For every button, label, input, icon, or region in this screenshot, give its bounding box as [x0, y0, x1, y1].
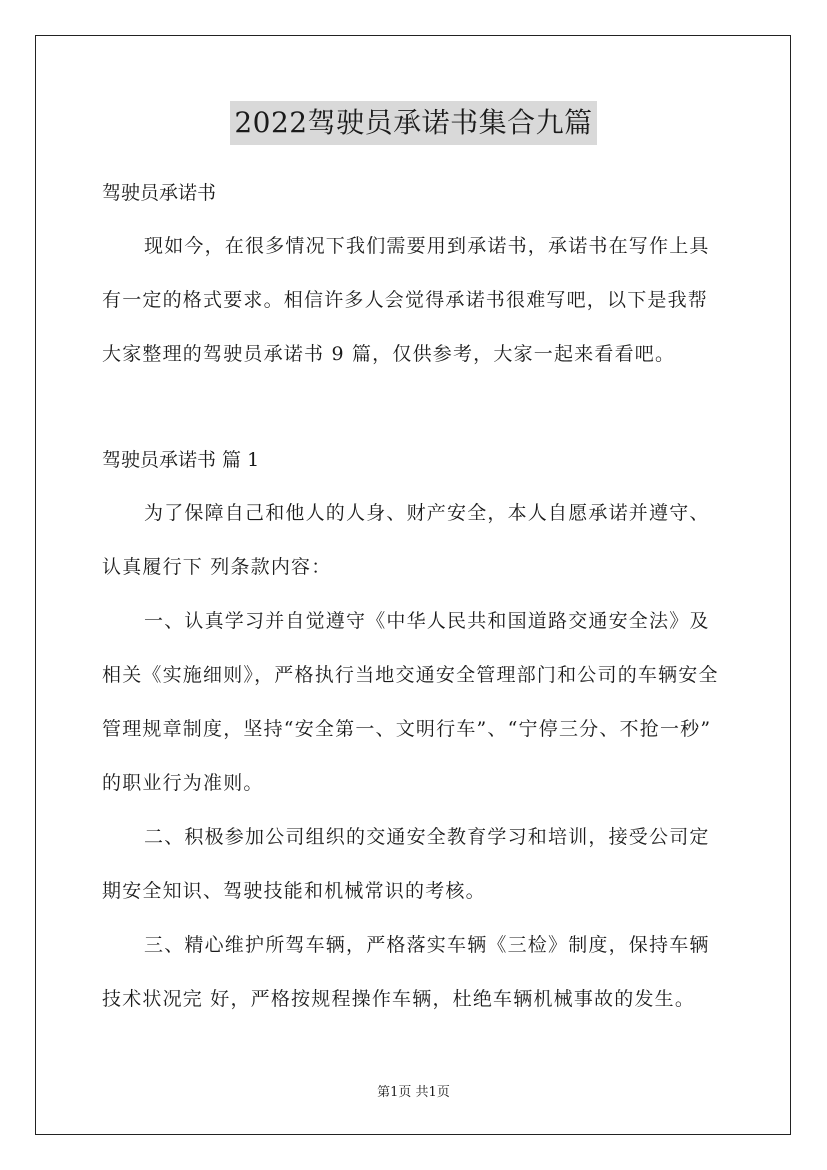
paragraph-line: 现如今，在很多情况下我们需要用到承诺书，承诺书在写作上具	[144, 235, 710, 257]
paragraph-line: 二、积极参加公司组织的交通安全教育学习和培训，接受公司定	[144, 826, 710, 848]
page-footer: 第1页 共1页	[377, 1085, 450, 1100]
paragraph-line: 有一定的格式要求。相信许多人会觉得承诺书很难写吧，以下是我帮	[102, 289, 709, 311]
intro-paragraph	[102, 228, 727, 372]
paragraph-line: 大家整理的驾驶员承诺书 9 篇，仅供参考，大家一起来看看吧。	[102, 343, 676, 365]
section-heading: 驾驶员承诺书 篇 1	[102, 449, 260, 471]
subtitle: 驾驶员承诺书	[102, 182, 217, 204]
paragraph-2	[102, 603, 727, 801]
paragraph-1	[102, 495, 727, 585]
paragraph-line: 三、精心维护所驾车辆，严格落实车辆《三检》制度，保持车辆	[144, 934, 710, 956]
paragraph-4	[102, 927, 727, 1017]
paragraph-line: 认真履行下 列条款内容：	[102, 556, 332, 578]
paragraph-line: 期安全知识、驾驶技能和机械常识的考核。	[102, 880, 486, 902]
paragraph-3	[102, 819, 727, 909]
title-container	[0, 101, 827, 145]
document-body	[102, 175, 727, 1017]
paragraph-line: 管理规章制度，坚持“安全第一、文明行车”、“宁停三分、不抢一秒”	[102, 718, 712, 740]
paragraph-line: 技术状况完 好，严格按规程操作车辆，杜绝车辆机械事故的发生。	[102, 988, 696, 1010]
paragraph-line: 为了保障自己和他人的人身、财产安全，本人自愿承诺并遵守、	[144, 502, 710, 524]
paragraph-line: 的职业行为准则。	[102, 772, 264, 794]
document-title: 2022驾驶员承诺书集合九篇	[230, 101, 596, 145]
paragraph-line: 相关《实施细则》，严格执行当地交通安全管理部门和公司的车辆安全	[102, 664, 719, 686]
paragraph-line: 一、认真学习并自觉遵守《中华人民共和国道路交通安全法》及	[144, 610, 710, 632]
